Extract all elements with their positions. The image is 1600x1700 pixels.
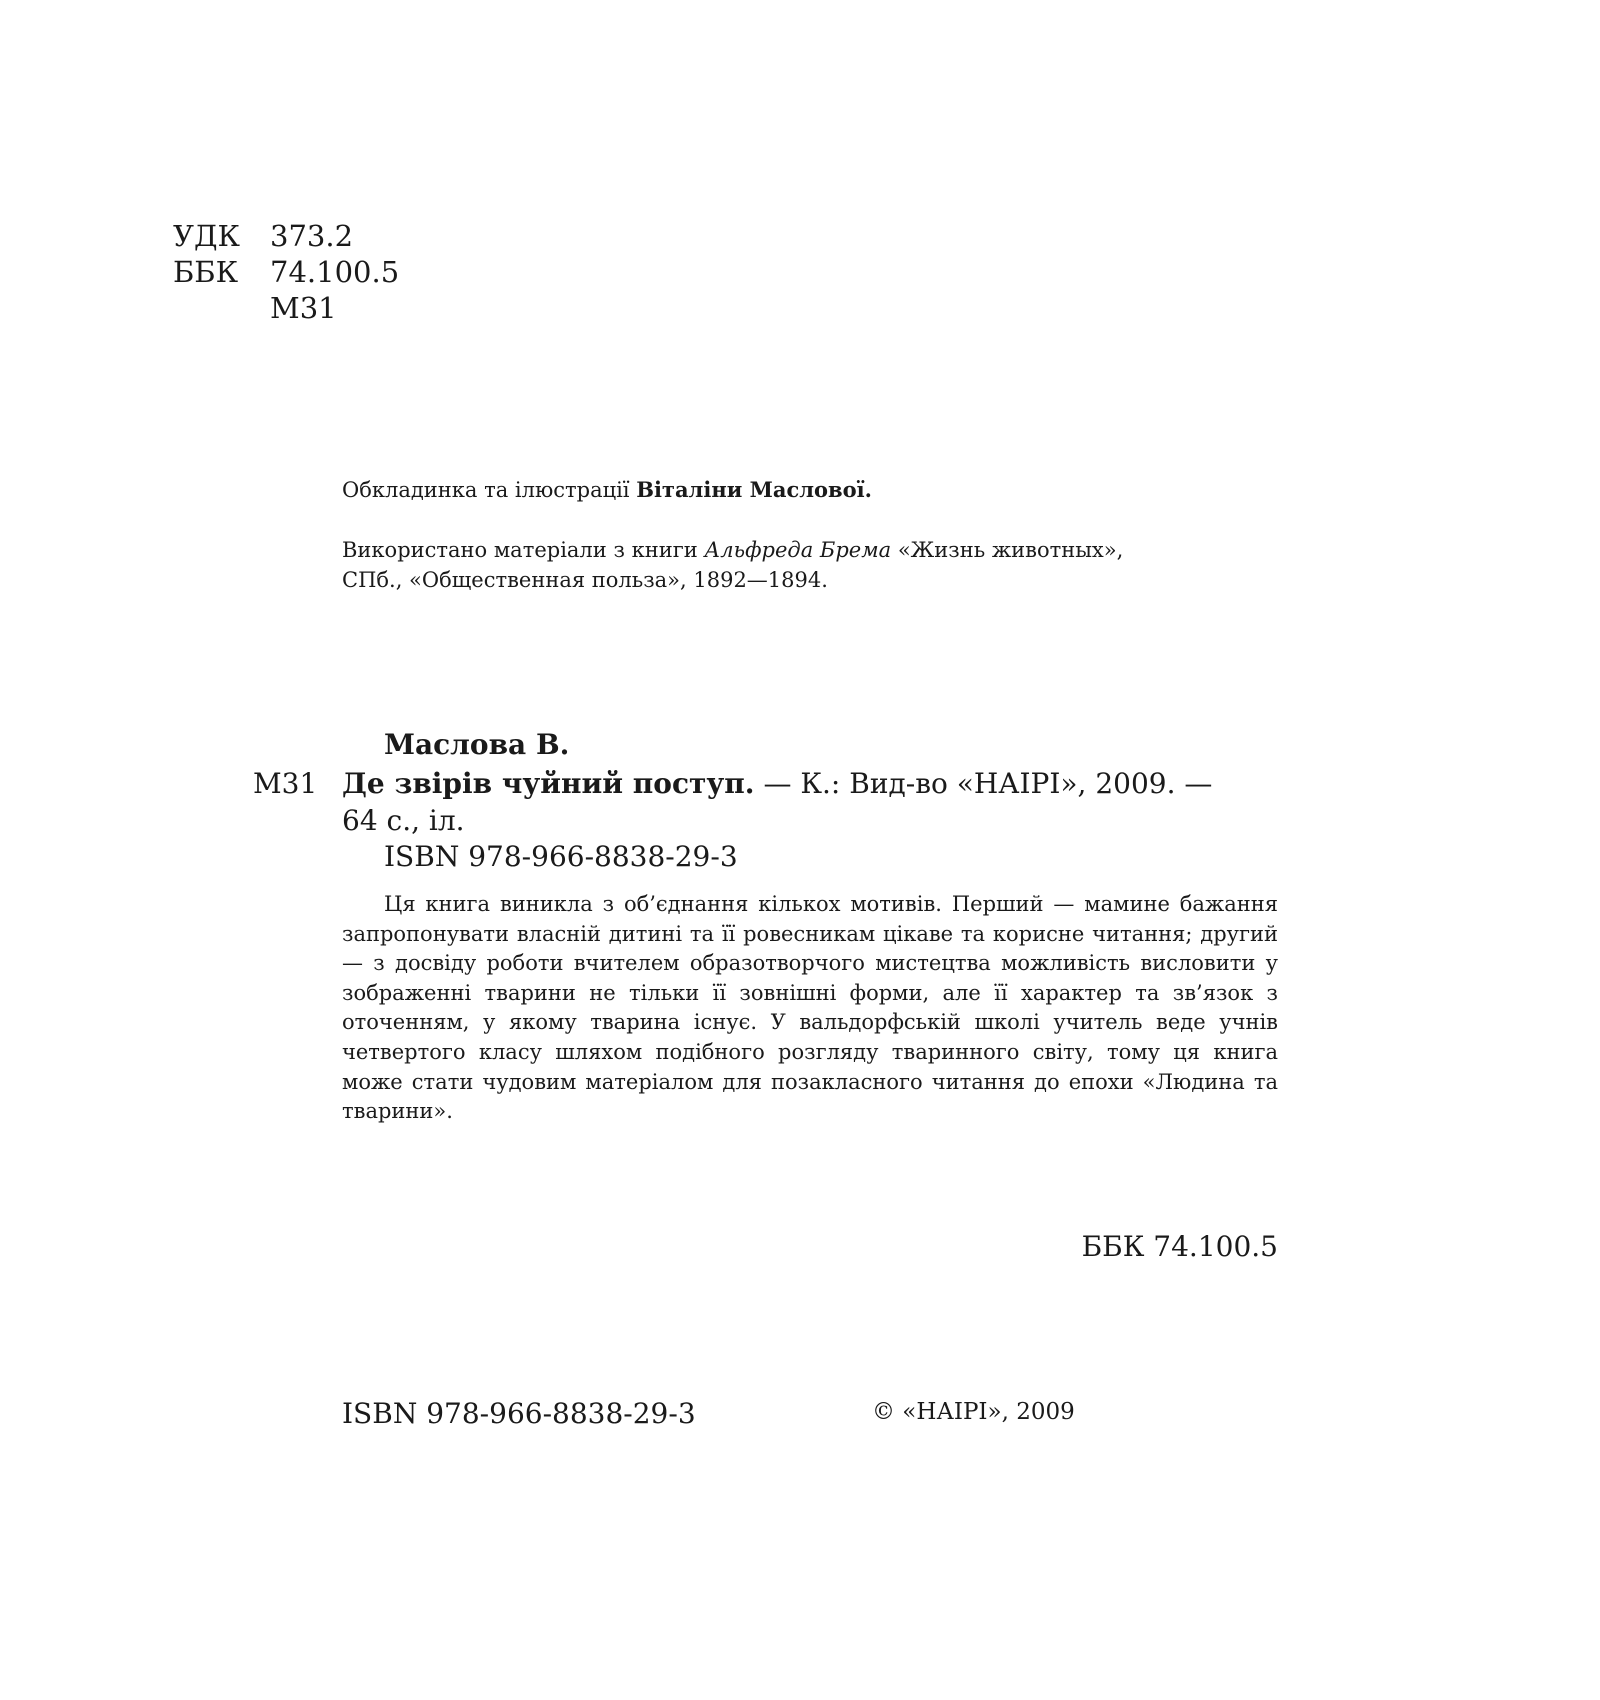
cover-artist: Віталіни Маслової. bbox=[636, 477, 872, 502]
source-credit-line1 bbox=[342, 535, 1123, 565]
record-pages: 64 с., іл. bbox=[342, 804, 465, 837]
record-isbn: ISBN 978-966-8838-29-3 bbox=[384, 840, 738, 873]
record-author-sign: М31 bbox=[253, 767, 318, 800]
record-title: Де звірів чуйний поступ. bbox=[342, 767, 755, 800]
cover-credit bbox=[342, 475, 872, 505]
source-author: Альфреда Брема bbox=[704, 538, 892, 562]
footer-isbn: ISBN 978-966-8838-29-3 bbox=[342, 1397, 696, 1430]
bbk-label: ББК bbox=[173, 255, 239, 289]
source-prefix: Використано матеріали з книги bbox=[342, 538, 705, 562]
record-imprint: — К.: Вид-во «НАІРІ», 2009. — bbox=[754, 767, 1213, 800]
source-credit-line2 bbox=[342, 565, 828, 595]
annotation-paragraph: Ця книга виникла з об’єднання кількох мотивів. Перший — мамине бажання запропонувати власній дитині та її ровесникам цікаве та корисне читання; другий — з досвіду роботи вчителем образотворчого мистецтва можливість висловити у зображенні тварини не тільки її зовнішні форми, але її характер та зв’язок з оточенням, у якому тварина існує. У вальдорфській школі учитель веде учнів четвертого класу шляхом подібного розгляду тваринного світу, тому ця книга може стати чудовим матеріалом для позакласного читання до епохи «Людина та тварини». bbox=[342, 892, 1278, 1124]
author-sign-top: М31 bbox=[270, 291, 337, 325]
footer-copyright: © «НАІРІ», 2009 bbox=[872, 1399, 1075, 1425]
source-title: «Жизнь животных», bbox=[891, 538, 1124, 562]
record-title-line bbox=[342, 767, 1212, 801]
footer-bbk: ББК 74.100.5 bbox=[1081, 1230, 1278, 1263]
bbk-value: 74.100.5 bbox=[270, 255, 400, 289]
cover-credit-prefix: Обкладинка та ілюстрації bbox=[342, 478, 637, 502]
record-author: Маслова В. bbox=[384, 728, 570, 761]
source-publisher: СПб., «Общественная польза», 1892—1894. bbox=[342, 568, 828, 592]
udk-label: УДК bbox=[173, 219, 240, 253]
classification-block bbox=[173, 218, 473, 328]
udk-value: 373.2 bbox=[270, 219, 354, 253]
